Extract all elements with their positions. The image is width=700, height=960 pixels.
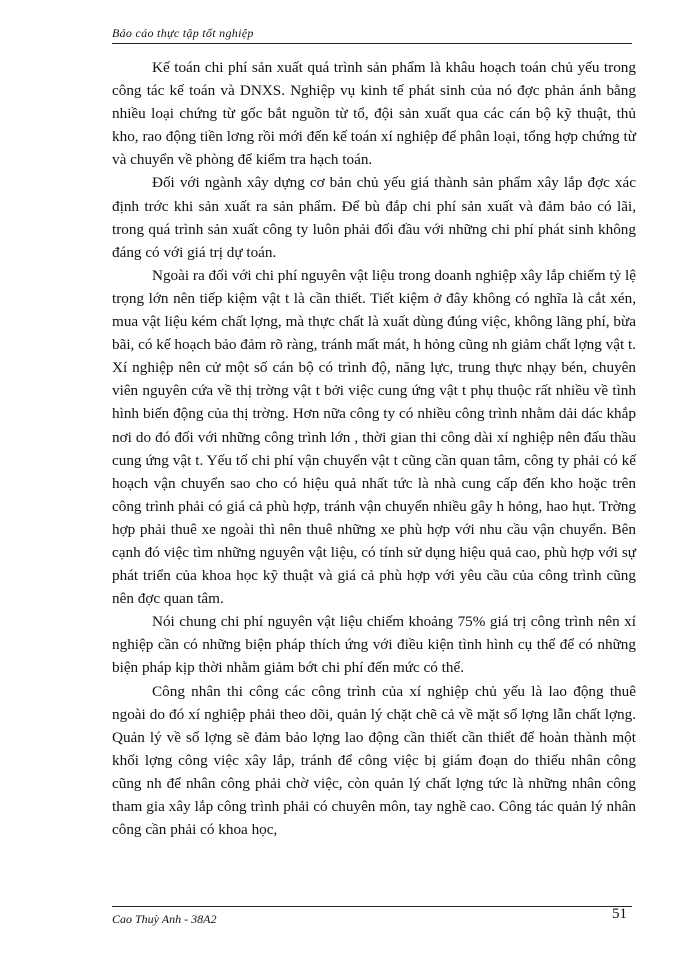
paragraph: Nói chung chi phí nguyên vật liệu chiếm khoảng 75% giá trị công trình nên xí nghiệp cần có những biện pháp thích ứng với điều kiện tình hình cụ thể để có những biện pháp kịp thời nhằm giảm bớt chi phí đến mức có thể. [112, 613, 636, 677]
paragraph: Công nhân thi công các công trình của xí nghiệp chủ yếu là lao động thuê ngoài do đó xí nghiệp phải theo dõi, quản lý chặt chẽ cả về mặt số lợng lẫn chất lợng. Quản lý về số lợng sẽ đảm bảo lợng lao động cần thiết cần thiết để hoàn thành một khối lợng công việc xây lắp, tránh để công việc bị giám đoạn do thiếu nhân công cũng nh để nhân công phải chờ việc, còn quản lý chất lợng tức là những nhân công tham gia xây lắp công trình phải có chuyên môn, tay nghề cao. Công tác quản lý nhân công cần phải có khoa học, [112, 682, 636, 839]
body-text [112, 56, 636, 841]
paragraph: Ngoài ra đối với chi phí nguyên vật liệu trong doanh nghiệp xây lắp chiếm tỷ lệ trọng lớn nên tiếp kiệm vật t là cần thiết. Tiết kiệm ở đây không có nghĩa là cắt xén, mua vật liệu kém chất lợng, mà thực chất là xuất dùng đúng việc, không lãng phí, bừa bãi, có kế hoạch bảo đảm rõ ràng, tránh mất mát, h hỏng cũng nh giảm chất lợng vật t. Xí nghiệp nên cử một số cán bộ có trình độ, năng lực, trung thực nhạy bén, chuyên viên nguyên cứa về thị trờng vật t bởi việc cung ứng vật t phụ thuộc rất nhiều về tình hình biến động của thị trờng. Hơn nữa công ty có nhiều công trình nhằm dải dác khắp nơi do đó đối với những công trình lớn , thời gian thi công dài xí nghiệp nên đấu thầu cung ứng vật t. Yếu tố chi phí vận chuyển vật t cũng cần quan tâm, công ty phải có kế hoạch vận chuyển sao cho có hiệu quả nhất tức là nhà cung cấp đến kho hoặc trên công trình phải có giá cả phù hợp, tránh vận chuyển nhiều gây h hỏng, hao hụt. Trờng hợp phải thuê xe ngoài thì nên thuê những xe phù hợp với nhu cầu vận chuyển. Bên cạnh đó việc tìm những nguyên vật liệu, có tính sử dụng hiệu quả cao, phù hợp với sự phát triển của khoa học kỹ thuật và giá cả phù hợp với yêu cầu của công trình cũng nên đợc quan tâm. [112, 266, 636, 608]
footer-author: Cao Thuỳ Anh - 38A2 [112, 912, 217, 926]
paragraph: Đối với ngành xây dựng cơ bản chủ yếu giá thành sản phẩm xây lắp đợc xác định trớc khi sản xuất ra sản phẩm. Để bù đắp chi phí sản xuất và đảm bảo có lãi, trong quá trình sản xuất công ty luôn phải đối đầu với những chi phí phát sinh không đáng có với giá trị dự toán. [112, 174, 636, 261]
page-number: 51 [612, 906, 627, 922]
paragraph: Kế toán chi phí sản xuất quá trình sản phẩm là khâu hoạch toán chủ yếu trong công tác kế toán và DNXS. Nghiệp vụ kinh tế phát sinh của nó đợc phản ánh bằng nhiều loại chứng từ gốc bắt nguồn từ tổ, đội sản xuất qua các cán bộ kỹ thuật, thủ kho, rao động tiền lơng rồi mới đến kế toán xí nghiệp để phân loại, tổng hợp chứng từ và chuyển về phòng để kiểm tra hạch toán. [112, 59, 636, 169]
footer-divider [112, 906, 632, 907]
page-header: Báo cáo thực tập tốt nghiệp [112, 26, 632, 44]
